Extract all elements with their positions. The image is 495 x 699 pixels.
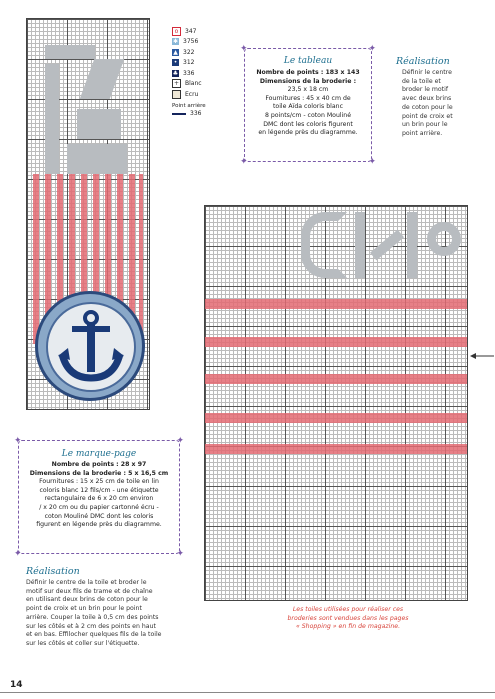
shopping-note-line: « Shopping » en fin de magazine. bbox=[295, 623, 401, 631]
bookmark-grey-motif bbox=[37, 39, 137, 179]
legend-row bbox=[172, 47, 232, 58]
realisation-bottom-line: en utilisant deux brins de coton pour le bbox=[26, 596, 148, 604]
realisation-right-line: avec deux brins bbox=[402, 95, 452, 103]
legend-code: 322 bbox=[183, 48, 195, 56]
marque-page-line: rectangulaire de 6 x 20 cm environ bbox=[44, 495, 154, 503]
tableau-line: Dimensions de la broderie : bbox=[259, 77, 357, 85]
realisation-bottom-line: Définir le centre de la toile et broder le bbox=[26, 579, 147, 586]
red-stripe bbox=[205, 299, 467, 309]
tableau-line: en légende près du diagramme. bbox=[258, 129, 358, 137]
legend-code: 336 bbox=[183, 69, 195, 77]
corner-ornament-icon: ✦ bbox=[368, 44, 376, 54]
realisation-right-line: point arrière. bbox=[402, 129, 443, 137]
tableau-line: Fournitures : 45 x 40 cm de bbox=[265, 94, 351, 102]
realisation-right bbox=[396, 56, 492, 139]
red-stripe bbox=[205, 337, 467, 347]
corner-ornament-icon: ✦ bbox=[176, 436, 184, 446]
legend-row bbox=[172, 37, 232, 48]
footer-rule bbox=[0, 692, 495, 693]
legend-row bbox=[172, 68, 232, 79]
marque-page-line: Nombre de points : 28 x 97 bbox=[51, 461, 147, 468]
swatch-312: • bbox=[173, 59, 178, 67]
legend-code: 312 bbox=[183, 59, 195, 67]
swatch-3756: ✱ bbox=[172, 38, 179, 46]
marque-page-line: coloris blanc 12 fils/cm - une étiquette bbox=[39, 486, 159, 494]
shopping-note-line: Les toiles utilisées pour réaliser ces bbox=[292, 606, 404, 613]
backstitch-line-icon bbox=[172, 113, 186, 115]
corner-ornament-icon: ✦ bbox=[240, 44, 248, 54]
tableau-grey-motif bbox=[297, 212, 467, 282]
legend-row bbox=[172, 109, 232, 120]
realisation-right-line: de coton pour le bbox=[402, 103, 453, 111]
swatch-blanc: + bbox=[173, 80, 180, 88]
red-stripe bbox=[205, 444, 467, 454]
realisation-right-line: de la toile et bbox=[402, 77, 441, 85]
marque-page-line: / x 20 cm ou du papier cartonné écru - bbox=[39, 503, 159, 511]
page-number: 14 bbox=[10, 680, 23, 690]
tableau-title: Le tableau bbox=[283, 56, 333, 66]
realisation-bottom-line: et en bas. Effilocher quelques fils de la toile bbox=[26, 631, 162, 639]
realisation-right-line: broder le motif bbox=[402, 86, 448, 94]
legend-code: Blanc bbox=[185, 80, 202, 88]
realisation-bottom-line: point de croix et un brin pour le point bbox=[26, 605, 142, 613]
marque-page-line: figurent en légende près du diagramme. bbox=[36, 521, 162, 529]
marque-page-line: Fournitures : 15 x 25 cm de toile en lin bbox=[39, 478, 159, 486]
realisation-right-line: Définir le centre bbox=[402, 69, 452, 76]
tableau-line: 23,5 x 18 cm bbox=[287, 86, 329, 94]
point-arriere-label: Point arrière bbox=[172, 102, 206, 109]
marque-page-title: Le marque-page bbox=[61, 449, 137, 459]
legend-code: Ecru bbox=[185, 90, 199, 98]
bookmark-chart bbox=[26, 18, 150, 410]
realisation-bottom-title: Réalisation bbox=[26, 566, 80, 577]
color-legend bbox=[172, 26, 232, 119]
legend-row bbox=[172, 89, 232, 100]
tableau-chart bbox=[204, 205, 468, 601]
tableau-line: DMC dont les coloris figurent bbox=[263, 120, 353, 128]
shopping-note-line: broderies sont vendues dans les pages bbox=[287, 614, 409, 622]
legend-row bbox=[172, 26, 232, 37]
corner-ornament-icon: ✦ bbox=[14, 549, 22, 559]
legend-code: 3756 bbox=[183, 38, 199, 46]
red-stripe bbox=[205, 413, 467, 423]
swatch-322: ▲ bbox=[173, 48, 178, 56]
realisation-right-title: Réalisation bbox=[396, 56, 450, 67]
corner-ornament-icon: ✦ bbox=[14, 436, 22, 446]
legend-code: 336 bbox=[190, 110, 202, 118]
swatch-347: o bbox=[172, 27, 181, 36]
realisation-right-line: un brin pour le bbox=[402, 121, 448, 129]
marque-page-box bbox=[14, 436, 184, 559]
legend-row bbox=[172, 79, 232, 90]
realisation-bottom-line: arrière. Couper la toile à 0,5 cm des points bbox=[26, 613, 159, 621]
anchor-icon bbox=[48, 304, 134, 390]
corner-ornament-icon: ✦ bbox=[368, 157, 376, 167]
marque-page-line: Dimensions de la broderie : 5 x 16,5 cm bbox=[29, 469, 169, 477]
tableau-box bbox=[240, 44, 376, 167]
tableau-line: toile Aïda coloris blanc bbox=[273, 103, 343, 111]
realisation-right-line: point de croix et bbox=[402, 112, 453, 120]
corner-ornament-icon: ✦ bbox=[176, 549, 184, 559]
shopping-note bbox=[260, 606, 436, 632]
realisation-bottom-line: sur les côtés et coller sur l'étiquette. bbox=[26, 639, 140, 647]
legend-code: 347 bbox=[185, 27, 197, 35]
tableau-line: Nombre de points : 183 x 143 bbox=[256, 69, 360, 76]
realisation-bottom-line: sur les côtés et à 2 cm des points en haut bbox=[26, 622, 156, 630]
realisation-bottom-line: motif sur deux fils de trame et de chaîne bbox=[26, 587, 153, 595]
swatch-ecru bbox=[172, 90, 181, 99]
realisation-bottom bbox=[26, 566, 186, 649]
corner-ornament-icon: ✦ bbox=[240, 157, 248, 167]
tableau-line: 8 points/cm - coton Mouliné bbox=[264, 111, 352, 119]
marque-page-line: coton Mouliné DMC dont les coloris bbox=[44, 512, 154, 520]
red-stripe bbox=[205, 374, 467, 384]
center-arrow-icon bbox=[470, 344, 494, 350]
anchor-medallion bbox=[35, 291, 145, 401]
swatch-336: ♣ bbox=[172, 69, 179, 77]
legend-row bbox=[172, 58, 232, 69]
